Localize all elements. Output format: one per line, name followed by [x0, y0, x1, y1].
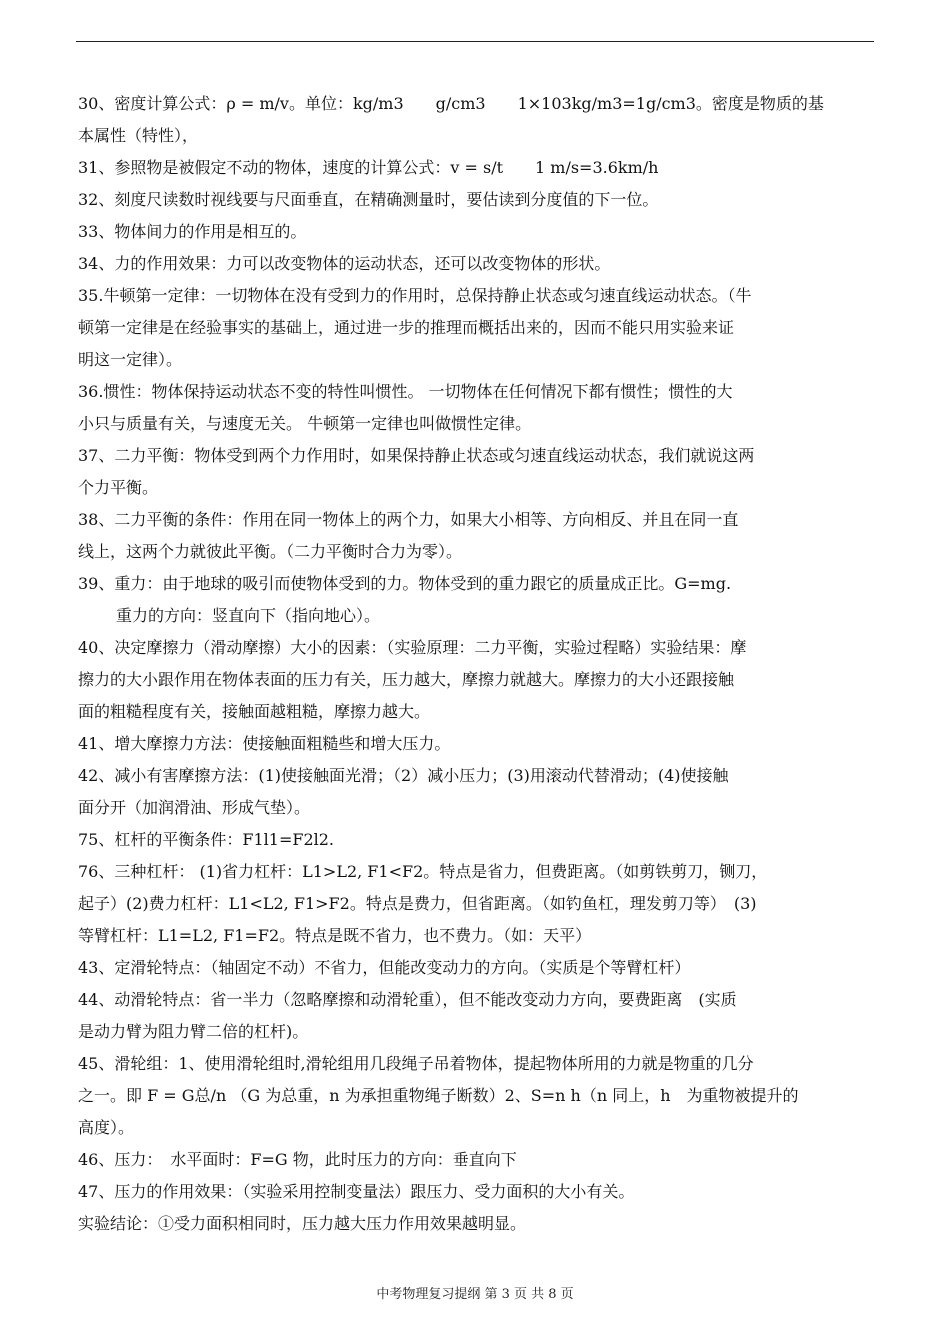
document-body	[78, 88, 874, 1240]
item-31: 31、参照物是被假定不动的物体，速度的计算公式：v = s/t 1 m/s=3.6km/h	[78, 158, 659, 177]
item-43: 43、定滑轮特点：（轴固定不动）不省力，但能改变动力的方向。（实质是个等臂杠杆）	[78, 958, 691, 977]
item-39-line1: 39、重力：由于地球的吸引而使物体受到的力。物体受到的重力跟它的质量成正比。G=mg.	[78, 574, 732, 593]
item-30-line2: 本属性（特性），	[78, 126, 199, 145]
item-76-line2: 起子）(2)费力杠杆：L1<L2, F1>F2。特点是费力，但省距离。（如钓鱼杠，理发剪刀等） (3)	[78, 894, 757, 913]
item-40-line3: 面的粗糙程度有关，接触面越粗糙，摩擦力越大。	[78, 702, 431, 721]
item-44-line2: 是动力臂为阻力臂二倍的杠杆)。	[78, 1022, 309, 1041]
item-42-line2: 面分开（加润滑油、形成气垫）。	[78, 798, 311, 817]
item-45-line1: 45、滑轮组：1、使用滑轮组时,滑轮组用几段绳子吊着物体，提起物体所用的力就是物重的几分	[78, 1054, 754, 1073]
item-42-line1: 42、减小有害摩擦方法：(1)使接触面光滑；（2）减小压力；(3)用滚动代替滑动；(4)使接触	[78, 766, 729, 785]
page-footer: 中考物理复习提纲 第 3 页 共 8 页	[376, 1287, 574, 1302]
item-39-line2: 重力的方向：竖直向下（指向地心）。	[116, 606, 381, 625]
item-30-line1: 30、密度计算公式：ρ = m/v。单位：kg/m3 g/cm3 1×103kg/m3=1g/cm3。密度是物质的基	[78, 94, 824, 113]
header-rule	[76, 41, 874, 42]
item-47-conclusion: 实验结论：①受力面积相同时，压力越大压力作用效果越明显。	[78, 1214, 527, 1233]
item-76-line3: 等臂杠杆：L1=L2, F1=F2。特点是既不省力，也不费力。（如：天平）	[78, 926, 592, 945]
item-75: 75、杠杆的平衡条件：F1l1=F2l2.	[78, 830, 335, 849]
item-35-line2: 顿第一定律是在经验事实的基础上，通过进一步的推理而概括出来的，因而不能只用实验来证	[78, 318, 735, 337]
item-38-line2: 线上，这两个力就彼此平衡。（二力平衡时合力为零）。	[78, 542, 463, 561]
item-32: 32、刻度尺读数时视线要与尺面垂直，在精确测量时，要估读到分度值的下一位。	[78, 190, 659, 209]
item-33: 33、物体间力的作用是相互的。	[78, 222, 307, 241]
item-37-line2: 个力平衡。	[78, 478, 159, 497]
item-40-line2: 擦力的大小跟作用在物体表面的压力有关，压力越大，摩擦力就越大。摩擦力的大小还跟接触	[78, 670, 735, 689]
item-45-line3: 高度）。	[78, 1118, 135, 1137]
item-47: 47、压力的作用效果：（实验采用控制变量法）跟压力、受力面积的大小有关。	[78, 1182, 635, 1201]
item-44-line1: 44、动滑轮特点：省一半力（忽略摩擦和动滑轮重），但不能改变动力方向，要费距离 (实质	[78, 990, 737, 1009]
item-37-line1: 37、二力平衡：物体受到两个力作用时，如果保持静止状态或匀速直线运动状态，我们就说这两	[78, 446, 755, 465]
item-34: 34、力的作用效果：力可以改变物体的运动状态，还可以改变物体的形状。	[78, 254, 611, 273]
item-41: 41、增大摩擦力方法：使接触面粗糙些和增大压力。	[78, 734, 451, 753]
item-40-line1: 40、决定摩擦力（滑动摩擦）大小的因素：（实验原理：二力平衡，实验过程略）实验结果：摩	[78, 638, 747, 657]
item-38-line1: 38、二力平衡的条件：作用在同一物体上的两个力，如果大小相等、方向相反、并且在同一直	[78, 510, 739, 529]
item-46: 46、压力： 水平面时：F=G 物，此时压力的方向：垂直向下	[78, 1150, 517, 1169]
item-35-line3: 明这一定律）。	[78, 350, 183, 369]
item-45-line2: 之一。即 F = G总/n （G 为总重，n 为承担重物绳子断数）2、S=n h（n 同上，h 为重物被提升的	[78, 1086, 799, 1105]
item-36-line2: 小只与质量有关，与速度无关。 牛顿第一定律也叫做惯性定律。	[78, 414, 532, 433]
item-36-line1: 36.惯性：物体保持运动状态不变的特性叫惯性。 一切物体在任何情况下都有惯性；惯性的大	[78, 382, 733, 401]
item-35-line1: 35.牛顿第一定律：一切物体在没有受到力的作用时，总保持静止状态或匀速直线运动状态。（牛	[78, 286, 752, 305]
item-76-line1: 76、三种杠杆： (1)省力杠杆：L1>L2, F1<F2。特点是省力，但费距离。（如剪铁剪刀，铡刀，	[78, 862, 768, 881]
